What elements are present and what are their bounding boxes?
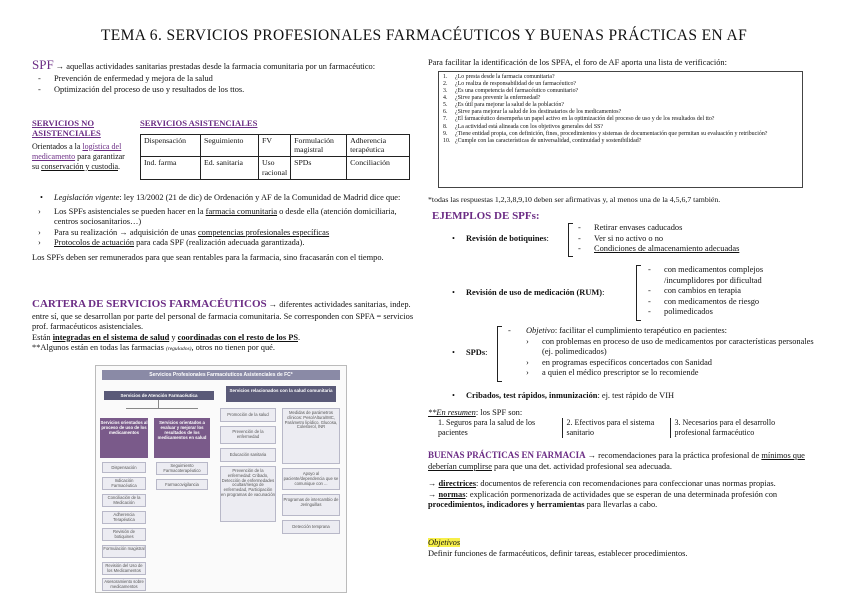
- list-item: - Prevención de enfermedad y mejora de la salud: [32, 74, 416, 85]
- cartera-diagram: [95, 365, 347, 593]
- table-cell: Adherencia terapéutica: [347, 134, 410, 156]
- list-item: 6. ¿Sirve para mejorar la salud de los destinatarios de los medicamentos?: [443, 109, 622, 116]
- list-item: - Optimización del proceso de uso y resultados de los ttos.: [32, 85, 416, 96]
- list-item: 7. ¿El farmacéutico desempeña un papel activo en la optimización del proceso de uso y de los resultados del tto?: [443, 116, 715, 123]
- bullet-icon: •: [452, 234, 455, 243]
- list-item: - con medicamentos complejos /incumplidores por dificultad: [642, 265, 802, 286]
- cartera-title: CARTERA DE SERVICIOS FARMACÉUTICOS: [32, 298, 267, 310]
- list-item: - polimedicados: [642, 307, 802, 318]
- diagram-box: Programas de intercambio de Jeringuillas: [282, 494, 340, 516]
- list-item: › con problemas en proceso de uso de medicamentos por características personales (ej. polimedicados): [520, 337, 814, 358]
- botiquines-list: [572, 223, 812, 255]
- list-item: 10. ¿Cumple con las características de universalidad, continuidad y sostenibilidad?: [443, 137, 642, 144]
- objetivos-label: Objetivos: [428, 538, 461, 547]
- table-cell: FV: [259, 134, 291, 156]
- spds-block: [504, 326, 814, 379]
- no-asistenciales-title: SERVICIOS NO ASISTENCIALES: [32, 118, 101, 139]
- diagram-box: Conciliación de la Medicación: [102, 494, 146, 507]
- diagram-box: Farmacovigilancia: [156, 479, 208, 490]
- list-item: - Condiciones de almacenamiento adecuadas: [572, 244, 812, 255]
- diagram-box: Prevención de la enfermedad: [220, 426, 276, 444]
- diagram-col2-head: Servicios orientados a evaluar y mejorar los resultados de los medicamentos en salud: [154, 418, 210, 458]
- spf-def-text: → aquellas actividades sanitarias prestadas desde la farmacia comunitaria por un farmacéutico:: [53, 62, 376, 71]
- bullet-icon: •: [452, 391, 455, 400]
- bullet-icon: •: [452, 348, 455, 357]
- checklist-box: [438, 71, 803, 188]
- diagram-box: Educación sanitaria: [220, 448, 276, 462]
- bullet-icon: •: [40, 193, 43, 202]
- table-row: [141, 134, 410, 156]
- list-item: 9. ¿Tiene entidad propia, con definición, fines, procedimientos y sistemas de documentación que permitan su evaluación y retribución?: [443, 130, 768, 137]
- remunerados-text: Los SPFs deben ser remunerados para que sean rentables para la farmacia, sino fracasarán con el tiempo.: [32, 252, 384, 262]
- resumen-line: **En resumen: los SPF son:: [428, 408, 523, 417]
- diagram-box: Promoción de la salud: [220, 408, 276, 422]
- table-cell: SPDs: [291, 157, 347, 179]
- rum-list: [642, 265, 802, 318]
- directrices-block: → directrices: documentos de referencia con recomendaciones para confeccionar unas normas propias. → normas: explicación pormenorizada de actividades que se esperan de una determinada profesión con procedimientos, indicadores y herramientas para llevarlas a cabo.: [428, 479, 820, 511]
- diagram-box: Asesoramiento sobre medicamentos: [102, 578, 146, 591]
- table-cell: 3. Necesarios para el desarrollo profesional farmacéutico: [674, 418, 776, 437]
- diagram-box: Detección temprana: [282, 520, 340, 534]
- asistenciales-title: SERVICIOS ASISTENCIALES: [140, 118, 258, 128]
- table-row: [141, 157, 410, 179]
- checklist-note: *todas las respuestas 1,2,3,8,9,10 deben ser afirmativas y, al menos una de la 4,5,6,7 también.: [428, 195, 721, 204]
- no-asistenciales-text: Orientados a la logística del medicamento para garantizar su conservación y custodia.: [32, 141, 125, 171]
- asistenciales-block: [140, 118, 410, 180]
- list-item: 4. ¿Sirve para prevenir la enfermedad?: [443, 95, 541, 102]
- spf-term: SPF: [32, 57, 54, 72]
- diagram-col1-head: Servicios orientados al proceso de uso de los medicamentos: [100, 418, 148, 458]
- table-cell: Ind. farma: [141, 157, 201, 179]
- legislacion-block: [32, 193, 416, 263]
- diagram-box: Indicación Farmacéutica: [102, 477, 146, 490]
- note-text: **Algunos están en todas las farmacias (regulados), otros no tienen por qué.: [32, 343, 275, 353]
- table-cell: 2. Efectivos para el sistema sanitario: [562, 418, 670, 438]
- list-item: 8. ¿La actividad está alineada con los objetivos generales del SS?: [443, 123, 604, 130]
- diagram-box: Seguimiento Farmacoterapéutico: [156, 462, 208, 475]
- list-item: › Los SPFs asistenciales se pueden hacer en la farmacia comunitaria o desde ella (atención domiciliaria, centros sociosanitarios…): [32, 207, 416, 228]
- list-item: › en programas específicos concertados con Sanidad: [520, 358, 814, 369]
- table-cell: Dispensación: [141, 134, 201, 156]
- cartera-text: → diferentes actividades sanitarias, indep. entre sí, que se desarrollan por parte del personal de farmacia comunitaria. Se corresponden con SPFA = servicios prof. farmacéuticos asistenciales.: [32, 300, 414, 332]
- table-row: [434, 418, 814, 438]
- table-cell: Ed. sanitaria: [201, 157, 259, 179]
- normas-line: → normas: explicación pormenorizada de actividades que se esperan de una determinada profesión con procedimientos, indicadores y herramientas para llevarlas a cabo.: [428, 489, 778, 509]
- integradas-text: Están integradas en el sistema de salud y coordinadas con el resto de los PS.: [32, 332, 301, 342]
- diagram-connector: [126, 408, 198, 409]
- diagram-box: Adherencia Terapéutica: [102, 511, 146, 524]
- legislacion-line: • Legislación vigente: ley 13/2002 (21 de dic) de Ordenación y AF de la Comunidad de Madrid dice que:: [40, 193, 401, 202]
- diagram-connector: [158, 400, 159, 408]
- asistenciales-table: [140, 134, 410, 180]
- diagram-header: Servicios Profesionales Farmacéuticos Asistenciales de FC*: [102, 370, 340, 380]
- bracket: [497, 326, 502, 382]
- table-cell: Formulación magistral: [291, 134, 347, 156]
- diagram-box: Revisión del Uso de los Medicamentos: [102, 562, 146, 575]
- cribados-line: • Cribados, test rápidos, inmunización: ej. test rápido de VIH: [452, 391, 675, 400]
- legislacion-list: [32, 207, 416, 249]
- objetivos-block: [428, 538, 820, 559]
- diagram-box: Dispensación: [102, 462, 146, 473]
- spf-list: [32, 74, 416, 95]
- spf-definition: [32, 57, 416, 95]
- list-item: - con medicamentos de riesgo: [642, 297, 802, 308]
- list-item: 3. ¿Es una competencia del farmacéutico comunitario?: [443, 88, 579, 95]
- list-item: - con cambios en terapia: [642, 286, 802, 297]
- ejemplos-title: EJEMPLOS DE SPFs:: [432, 210, 540, 222]
- no-asistenciales-block: [32, 118, 132, 172]
- table-cell: 1. Seguros para la salud de los pacientes: [434, 418, 562, 438]
- list-item: › Protocolos de actuación para cada SPF (realización adecuada garantizada).: [32, 238, 416, 249]
- list-item: 1. ¿Lo presta desde la farmacia comunitaria?: [443, 74, 555, 80]
- table-cell: Uso racional: [259, 157, 291, 179]
- list-item: - Retirar envases caducados: [572, 223, 812, 234]
- bracket: [636, 265, 641, 321]
- bullet-icon: •: [452, 288, 455, 297]
- list-item: 5. ¿Es útil para mejorar la salud de la población?: [443, 102, 564, 109]
- spds-objective: - Objetivo: facilitar el cumplimiento terapéutico en pacientes:: [508, 326, 727, 335]
- diagram-sub-right: Servicios relacionados con la salud comunitaria: [226, 386, 336, 402]
- diagram-box: Apoyo al paciente/dependencia que se comunique con ...: [282, 468, 340, 490]
- bp-title: BUENAS PRÁCTICAS EN FARMACIA: [428, 450, 586, 460]
- buenas-practicas-block: BUENAS PRÁCTICAS EN FARMACIA → recomendaciones para la práctica profesional de mínimos que deberían cumplirse para que una det. actividad profesional sea adecuada.: [428, 450, 805, 471]
- resumen-table: [434, 418, 814, 438]
- diagram-box: Revisión de botiquines: [102, 528, 146, 541]
- page-title: TEMA 6. SERVICIOS PROFESIONALES FARMACÉUTICOS Y BUENAS PRÁCTICAS EN AF: [100, 27, 748, 44]
- diagram-box: Medidas de parámetros clínicos: Peso/Altura/IMC, Parámetro lipídico, Glucosa, Colesterol, INR: [282, 408, 340, 464]
- diagram-sub-left: Servicios de Atención Farmacéutica: [104, 391, 214, 400]
- cartera-block: [32, 298, 416, 354]
- spds-list: [520, 337, 814, 379]
- list-item: › a quien el médico prescriptor se lo recomiende: [520, 368, 814, 379]
- spds-label: • SPDs:: [452, 348, 488, 357]
- table-cell: Seguimiento: [201, 134, 259, 156]
- checklist: [443, 74, 798, 145]
- objetivos-text: Definir funciones de farmacéuticos, definir tareas, establecer procedimientos.: [428, 548, 688, 558]
- checklist-intro: Para facilitar la identificación de los SPFA, el foro de AF aporta una lista de verificación:: [428, 58, 727, 67]
- botiquines-label: • Revisión de botiquines:: [452, 234, 549, 243]
- table-cell: Conciliación: [347, 157, 410, 179]
- list-item: › Para su realización → adquisición de unas competencias profesionales específicas: [32, 228, 416, 239]
- list-item: 2. ¿Lo realiza de responsabilidad de un farmacéutico?: [443, 81, 577, 88]
- diagram-box: Formulación magistral: [102, 545, 146, 558]
- diagram-box: Prevención de la enfermedad: Cribado, Detección de enfermedades ocultas/riesgo de enfermedad, Participación en programas de vacunación: [220, 466, 276, 522]
- list-item: - Ver si no activo o no: [572, 234, 812, 245]
- rum-label: • Revisión de uso de medicación (RUM):: [452, 288, 605, 297]
